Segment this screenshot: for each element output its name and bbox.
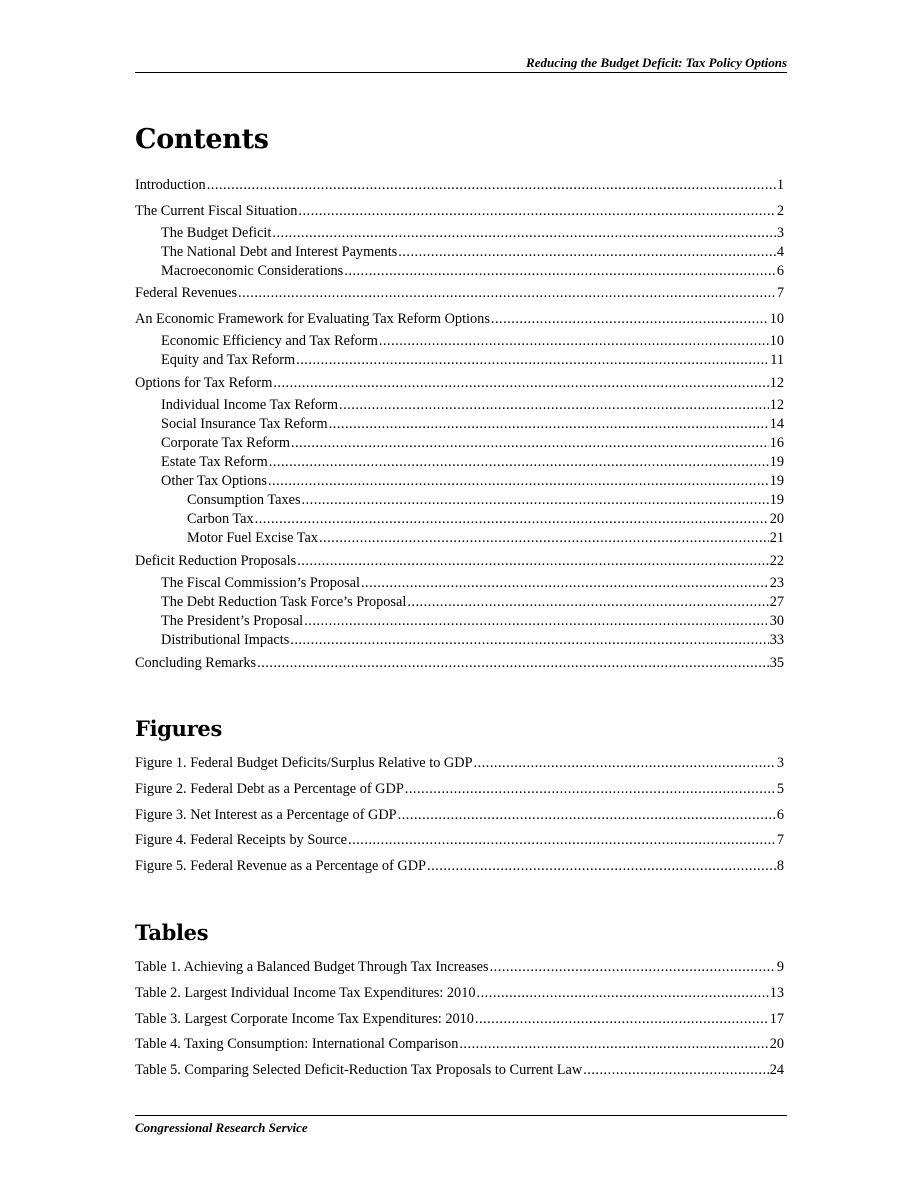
toc-entry-label: Economic Efficiency and Tax Reform — [161, 333, 378, 349]
dot-leader — [304, 613, 769, 630]
dot-leader — [344, 263, 776, 280]
dot-leader — [474, 755, 776, 772]
table-entry-label: Table 2. Largest Individual Income Tax Expenditures: 2010 — [135, 985, 476, 1001]
toc-entry-page: 27 — [769, 594, 784, 610]
dot-leader — [319, 530, 769, 547]
footer-rule — [135, 1115, 787, 1116]
dot-leader — [490, 959, 776, 976]
toc-entry[interactable] — [161, 352, 784, 370]
dot-leader — [361, 575, 769, 592]
dot-leader — [268, 473, 769, 490]
toc-entry-page: 19 — [769, 492, 784, 508]
toc-entry-label: Social Insurance Tax Reform — [161, 416, 328, 432]
figure-entry[interactable] — [135, 858, 784, 876]
toc-entry-label: Options for Tax Reform — [135, 375, 273, 391]
toc-entry-label: Individual Income Tax Reform — [161, 397, 339, 413]
toc-entry-page: 30 — [769, 613, 784, 629]
toc-entry[interactable] — [161, 416, 784, 434]
toc-entry-page: 20 — [769, 511, 784, 527]
toc-entry[interactable] — [187, 530, 784, 548]
figure-entry-page: 5 — [776, 781, 784, 797]
table-entry[interactable] — [135, 959, 784, 977]
table-entry[interactable] — [135, 1011, 784, 1029]
toc-entry-page: 14 — [769, 416, 784, 432]
figure-entry[interactable] — [135, 781, 784, 799]
dot-leader — [272, 225, 775, 242]
dot-leader — [379, 333, 769, 350]
dot-leader — [398, 807, 776, 824]
dot-leader — [273, 375, 768, 392]
toc-entry-label: The Debt Reduction Task Force’s Proposal — [161, 594, 407, 610]
dot-leader — [269, 454, 769, 471]
toc-entry-page: 22 — [769, 553, 784, 569]
toc-entry-label: The National Debt and Interest Payments — [161, 244, 398, 260]
toc-entry[interactable] — [161, 333, 784, 351]
toc-entry-page: 1 — [776, 177, 784, 193]
toc-entry-page: 2 — [776, 203, 784, 219]
toc-entry-label: Corporate Tax Reform — [161, 435, 290, 451]
figure-entry-page: 6 — [776, 807, 784, 823]
toc-entry[interactable] — [135, 177, 784, 195]
toc-entry[interactable] — [187, 492, 784, 510]
dot-leader — [477, 985, 769, 1002]
toc-entry[interactable] — [135, 655, 784, 673]
header-rule — [135, 72, 787, 73]
toc-entry-label: Introduction — [135, 177, 206, 193]
table-entry-label: Table 4. Taxing Consumption: International Comparison — [135, 1036, 459, 1052]
dot-leader — [296, 352, 769, 369]
toc-entry[interactable] — [161, 244, 784, 262]
dot-leader — [407, 594, 768, 611]
dot-leader — [398, 244, 776, 261]
toc-entry-label: Carbon Tax — [187, 511, 254, 527]
table-entry-page: 9 — [776, 959, 784, 975]
figure-entry-label: Figure 3. Net Interest as a Percentage of GDP — [135, 807, 397, 823]
table-entry-label: Table 3. Largest Corporate Income Tax Expenditures: 2010 — [135, 1011, 474, 1027]
toc-entry-page: 11 — [770, 352, 784, 368]
dot-leader — [405, 781, 776, 798]
toc-entry-page: 19 — [769, 454, 784, 470]
figure-entry-label: Figure 4. Federal Receipts by Source — [135, 832, 348, 848]
table-entry[interactable] — [135, 985, 784, 1003]
dot-leader — [290, 632, 768, 649]
toc-entry[interactable] — [161, 225, 784, 243]
table-entry-label: Table 1. Achieving a Balanced Budget Through Tax Increases — [135, 959, 489, 975]
toc-entry-label: Deficit Reduction Proposals — [135, 553, 297, 569]
figure-entry[interactable] — [135, 832, 784, 850]
toc-entry-label: The Current Fiscal Situation — [135, 203, 298, 219]
dot-leader — [491, 311, 769, 328]
dot-leader — [427, 858, 776, 875]
toc-entry-label: Macroeconomic Considerations — [161, 263, 344, 279]
toc-entry[interactable] — [187, 511, 784, 529]
toc-entry[interactable] — [161, 575, 784, 593]
toc-entry-page: 6 — [776, 263, 784, 279]
table-entry-page: 20 — [769, 1036, 784, 1052]
figure-entry-label: Figure 2. Federal Debt as a Percentage of GDP — [135, 781, 404, 797]
figures-heading: Figures — [135, 716, 222, 741]
figure-entry[interactable] — [135, 755, 784, 773]
dot-leader — [475, 1011, 769, 1028]
toc-entry-page: 12 — [769, 397, 784, 413]
toc-entry[interactable] — [135, 375, 784, 393]
toc-entry-page: 12 — [769, 375, 784, 391]
toc-entry-label: Distributional Impacts — [161, 632, 290, 648]
table-entry-page: 24 — [769, 1062, 784, 1078]
dot-leader — [348, 832, 776, 849]
toc-entry-page: 10 — [769, 333, 784, 349]
toc-entry-page: 4 — [776, 244, 784, 260]
dot-leader — [207, 177, 776, 194]
toc-entry[interactable] — [161, 613, 784, 631]
toc-entry[interactable] — [161, 473, 784, 491]
figure-entry-label: Figure 5. Federal Revenue as a Percentage of GDP — [135, 858, 427, 874]
figure-entry-label: Figure 1. Federal Budget Deficits/Surplus Relative to GDP — [135, 755, 473, 771]
contents-heading: Contents — [135, 124, 269, 155]
dot-leader — [298, 203, 775, 220]
toc-entry-label: Motor Fuel Excise Tax — [187, 530, 318, 546]
toc-entry-label: The President’s Proposal — [161, 613, 304, 629]
figure-entry-page: 7 — [776, 832, 784, 848]
table-entry[interactable] — [135, 1036, 784, 1054]
toc-entry[interactable] — [135, 311, 784, 329]
dot-leader — [459, 1036, 768, 1053]
tables-heading: Tables — [135, 920, 209, 945]
toc-entry-page: 35 — [769, 655, 784, 671]
toc-entry[interactable] — [161, 397, 784, 415]
toc-entry-page: 33 — [769, 632, 784, 648]
dot-leader — [583, 1062, 769, 1079]
running-footer: Congressional Research Service — [135, 1120, 308, 1135]
figure-entry-page: 3 — [776, 755, 784, 771]
toc-entry[interactable] — [161, 632, 784, 650]
dot-leader — [297, 553, 768, 570]
dot-leader — [329, 416, 769, 433]
figure-entry[interactable] — [135, 807, 784, 825]
toc-entry-page: 19 — [769, 473, 784, 489]
figure-entry-page: 8 — [776, 858, 784, 874]
toc-entry-page: 10 — [769, 311, 784, 327]
toc-entry[interactable] — [161, 435, 784, 453]
toc-entry[interactable] — [135, 285, 784, 303]
toc-entry-label: Equity and Tax Reform — [161, 352, 296, 368]
toc-entry-page: 23 — [769, 575, 784, 591]
toc-entry-page: 21 — [769, 530, 784, 546]
table-entry-label: Table 5. Comparing Selected Deficit-Reduction Tax Proposals to Current Law — [135, 1062, 583, 1078]
toc-entry[interactable] — [161, 454, 784, 472]
dot-leader — [339, 397, 769, 414]
dot-leader — [302, 492, 769, 509]
toc-entry-label: The Fiscal Commission’s Proposal — [161, 575, 360, 591]
toc-entry[interactable] — [161, 263, 784, 281]
toc-entry-label: Federal Revenues — [135, 285, 238, 301]
toc-entry-label: Concluding Remarks — [135, 655, 257, 671]
toc-entry-label: Consumption Taxes — [187, 492, 301, 508]
toc-entry-label: An Economic Framework for Evaluating Tax Reform Options — [135, 311, 490, 327]
dot-leader — [238, 285, 776, 302]
table-entry-page: 17 — [769, 1011, 784, 1027]
toc-entry[interactable] — [161, 594, 784, 612]
running-header: Reducing the Budget Deficit: Tax Policy Options — [526, 55, 787, 70]
toc-entry[interactable] — [135, 203, 784, 221]
toc-entry-label: Estate Tax Reform — [161, 454, 268, 470]
toc-entry-page: 3 — [776, 225, 784, 241]
dot-leader — [255, 511, 769, 528]
toc-entry[interactable] — [135, 553, 784, 571]
toc-entry-page: 16 — [769, 435, 784, 451]
table-entry-page: 13 — [769, 985, 784, 1001]
toc-entry-label: The Budget Deficit — [161, 225, 272, 241]
table-entry[interactable] — [135, 1062, 784, 1080]
dot-leader — [291, 435, 769, 452]
toc-entry-label: Other Tax Options — [161, 473, 267, 489]
dot-leader — [257, 655, 769, 672]
toc-entry-page: 7 — [776, 285, 784, 301]
